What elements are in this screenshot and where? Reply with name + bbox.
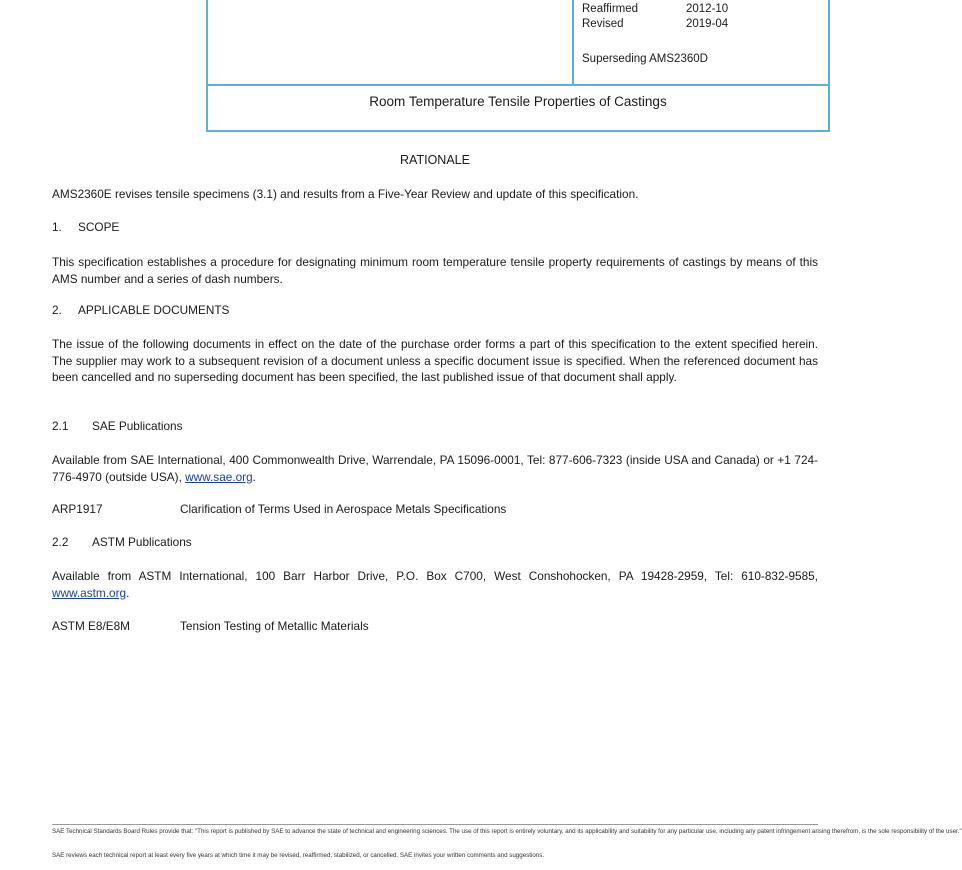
footer-line-2: SAE reviews each technical report at least every five years at which time it may be revised, reaffirmed, stabilized, or cancelled. SAE invites your written comments and suggestions. bbox=[52, 852, 545, 859]
footer-divider bbox=[52, 824, 818, 825]
astm-number: 2.2 bbox=[52, 535, 69, 549]
reaffirmed-label: Reaffirmed bbox=[582, 3, 639, 15]
document-title: Room Temperature Tensile Properties of Castings bbox=[369, 94, 667, 109]
e8-code: ASTM E8/E8M bbox=[52, 619, 131, 633]
footer-line-1: SAE Technical Standards Board Rules provide that: "This report is published by SAE to advance the state of technical and engineering sciences. The use of this report is entirely voluntary, and its applicability and suitability for any particular use, including any patent infringement arising therefrom, is the sole responsibility of the user." bbox=[52, 828, 962, 835]
rationale-text: AMS2360E revises tensile specimens (3.1) and results from a Five-Year Review and update of this specification. bbox=[52, 187, 639, 201]
arp-title: Clarification of Terms Used in Aerospace Metals Specifications bbox=[180, 502, 507, 516]
document-header-box bbox=[206, 0, 830, 132]
reaffirmed-value: 2012-10 bbox=[686, 3, 729, 15]
scope-text: This specification establishes a procedure for designating minimum room temperature tensile property requirements of castings by means of this AMS number and a series of dash numbers. bbox=[52, 255, 818, 286]
applicable-number: 2. bbox=[52, 303, 62, 317]
header-divider bbox=[572, 0, 574, 84]
sae-heading: SAE Publications bbox=[92, 419, 183, 433]
sae-text: Available from SAE International, 400 Commonwealth Drive, Warrendale, PA 15096-0001, Tel: 877-606-7323 (inside USA and Canada) or +1 724-776-4970 (outside USA), bbox=[52, 453, 818, 484]
superseding-text: Superseding AMS2360D bbox=[582, 53, 708, 65]
scope-heading: SCOPE bbox=[78, 220, 120, 234]
rationale-heading: RATIONALE bbox=[400, 153, 470, 167]
scope-number: 1. bbox=[52, 220, 62, 234]
e8-title: Tension Testing of Metallic Materials bbox=[180, 619, 369, 633]
sae-number: 2.1 bbox=[52, 419, 69, 433]
header-top-row bbox=[208, 0, 828, 86]
applicable-text: The issue of the following documents in effect on the date of the purchase order forms a part of this specification to the extent specified herein. The supplier may work to a subsequent revision of a document unless a specific document issue is specified. When the referenced document has been cancelled and no superseding document has been specified, the last published issue of that document shall apply. bbox=[52, 337, 818, 384]
applicable-heading: APPLICABLE DOCUMENTS bbox=[78, 303, 230, 317]
astm-paragraph: Available from ASTM International, 100 Barr Harbor Drive, P.O. Box C700, West Conshohocken, PA 19428-2959, Tel: 610-832-9585, www.astm.org. bbox=[52, 569, 818, 600]
astm-link[interactable]: www.astm.org bbox=[52, 585, 127, 600]
revised-label: Revised bbox=[582, 18, 624, 30]
sae-link[interactable]: www.sae.org bbox=[185, 469, 253, 484]
sae-paragraph: Available from SAE International, 400 Commonwealth Drive, Warrendale, PA 15096-0001, Tel: 877-606-7323 (inside USA and Canada) or +1 724-776-4970 (outside USA), www.sae.org. bbox=[52, 453, 818, 484]
revised-value: 2019-04 bbox=[686, 18, 729, 30]
arp-code: ARP1917 bbox=[52, 502, 103, 516]
astm-text: Available from ASTM International, 100 Barr Harbor Drive, P.O. Box C700, West Conshohocken, PA 19428-2959, Tel: 610-832-9585, bbox=[52, 569, 818, 583]
astm-heading: ASTM Publications bbox=[92, 535, 192, 549]
